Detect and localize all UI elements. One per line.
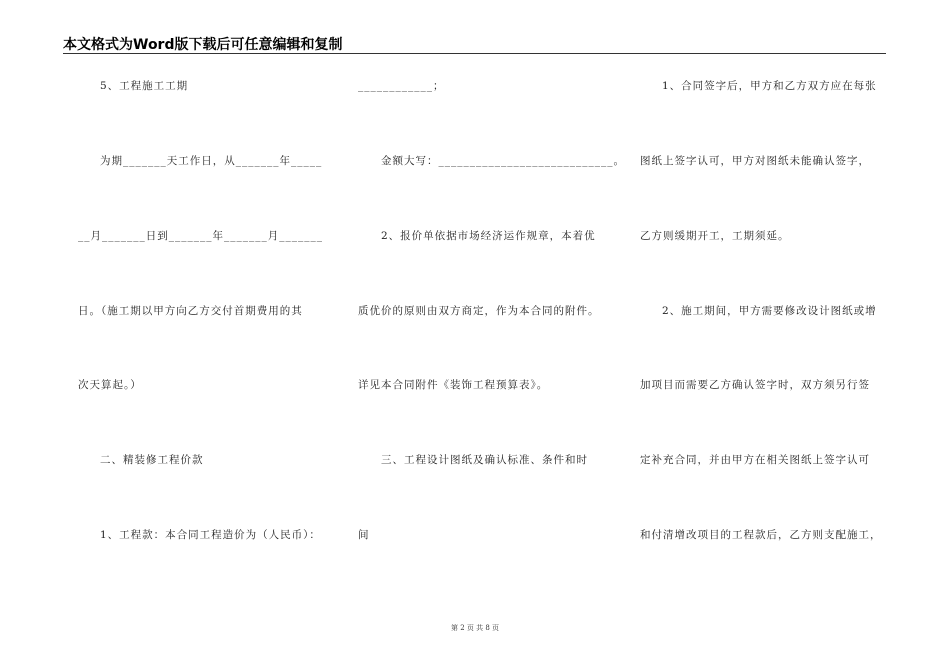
- text-line: 为期_______天工作日，从_______年_____: [100, 155, 323, 167]
- page-number-footer: 第 2 页 共 8 页: [450, 624, 500, 632]
- page-header-title: 本文格式为Word版下载后可任意编辑和复制: [63, 37, 343, 53]
- text-line: 详见本合同附件《装饰工程预算表》。: [358, 379, 549, 391]
- text-line: 加项目而需要乙方确认签字时，双方须另行签: [640, 379, 870, 391]
- text-line: 1、工程款：本合同工程造价为（人民币）：: [100, 529, 321, 541]
- text-line: 5、工程施工工期: [100, 80, 189, 92]
- text-line: 定补充合同，并由甲方在相关图纸上签字认可: [640, 454, 870, 466]
- text-line: 金额大写：____________________________。: [381, 155, 625, 167]
- section-heading: 二、精装修工程价款: [100, 454, 204, 466]
- text-line: ____________；: [358, 80, 445, 92]
- text-line: 次天算起。）: [78, 379, 142, 391]
- section-heading: 三、工程设计图纸及确认标准、条件和时: [381, 454, 588, 466]
- text-line: 乙方则缓期开工，工期须延。: [640, 230, 790, 242]
- text-line: 2、报价单依据市场经济运作规章，本着优: [381, 230, 596, 242]
- text-line: 间: [358, 529, 370, 541]
- text-line: 和付清增改项目的工程款后，乙方则支配施工，: [640, 529, 882, 541]
- text-line: 日。（施工期以甲方向乙方交付首期费用的其: [78, 305, 303, 317]
- text-line: 质优价的原则由双方商定，作为本合同的附件。: [358, 305, 600, 317]
- text-line: __月_______日到_______年_______月_______: [78, 230, 323, 242]
- text-line: 1、合同签字后，甲方和乙方双方应在每张: [662, 80, 877, 92]
- text-line: 2、施工期间，甲方需要修改设计图纸或增: [662, 305, 877, 317]
- text-line: 图纸上签字认可，甲方对图纸未能确认签字，: [640, 155, 870, 167]
